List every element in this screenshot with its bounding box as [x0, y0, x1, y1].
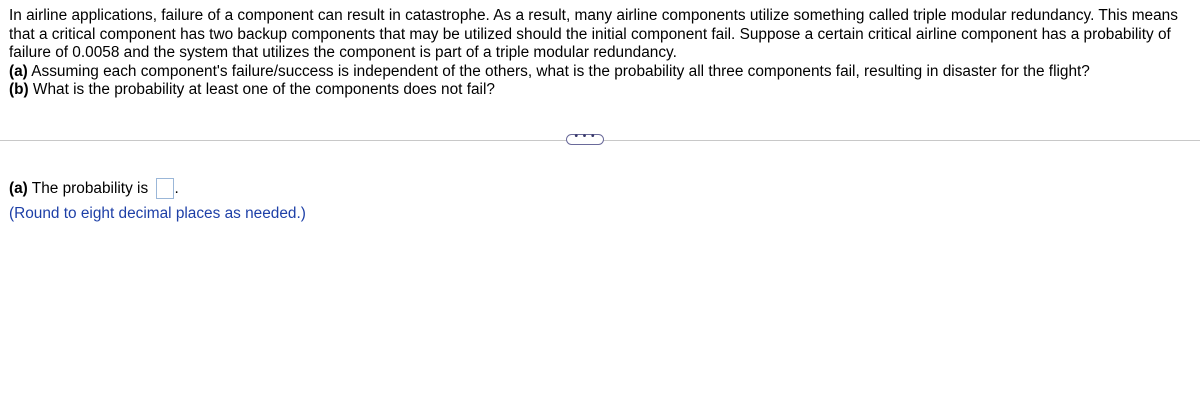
question-text [9, 7, 1194, 100]
ellipsis-icon: • • • [574, 130, 596, 142]
rounding-note: (Round to eight decimal places as needed.) [9, 205, 306, 222]
question-part-a [9, 63, 1194, 82]
answer-part-label: (a) [9, 179, 28, 197]
question-part-b [9, 81, 1194, 100]
answer-input[interactable] [156, 178, 174, 199]
question-intro: In airline applications, failure of a component can result in catastrophe. As a result, many airline components utilize something called triple modular redundancy. This means that a critical component has two backup components that may be utilized should the initial component fail. Suppose a certain critical airline component has a probability of failure of 0.0058 and the system that utilizes the component is part of a triple modular redundancy. [9, 7, 1178, 61]
part-a-label: (a) [9, 62, 28, 80]
expand-more-button[interactable] [566, 130, 604, 145]
part-a-text: Assuming each component's failure/success is independent of the others, what is the probability all three components fail, resulting in disaster for the flight? [27, 62, 1090, 80]
part-b-text: What is the probability at least one of the components does not fail? [28, 81, 495, 98]
answer-row [9, 178, 179, 199]
answer-text: The probability is [27, 179, 153, 197]
part-b-label: (b) [9, 81, 29, 98]
answer-suffix: . [174, 179, 179, 197]
